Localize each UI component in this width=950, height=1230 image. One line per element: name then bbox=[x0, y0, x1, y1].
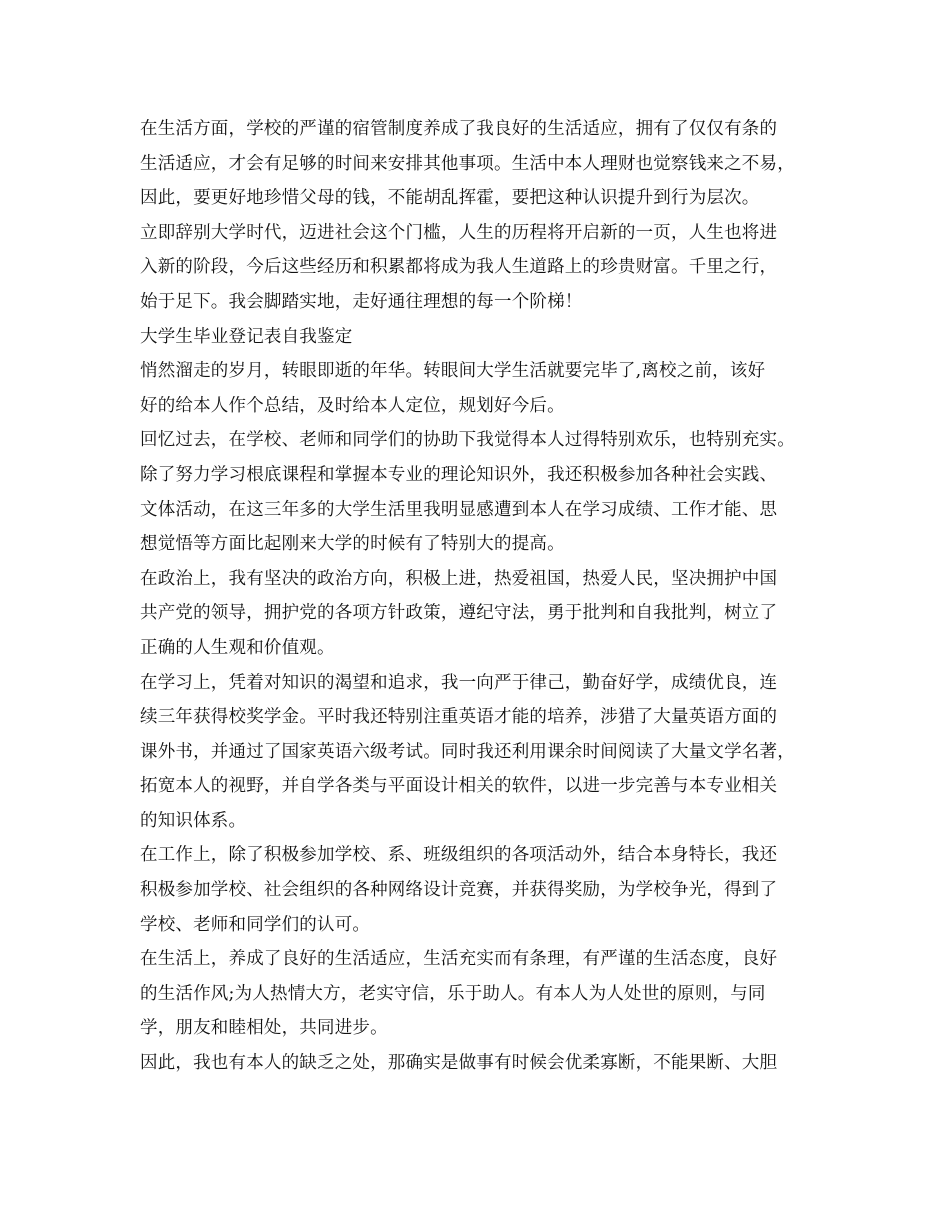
text-line: 在学习上，凭着对知识的渴望和追求，我一向严于律己，勤奋好学，成绩优良，连 bbox=[140, 672, 778, 693]
text-line: 好的给本人作个总结，及时给本人定位，规划好今后。 bbox=[140, 395, 565, 416]
text-line: 入新的阶段，今后这些经历和积累都将成为我人生道路上的珍贵财富。千里之行， bbox=[140, 257, 778, 278]
text-line: 在生活上，养成了良好的生活适应，生活充实而有条理，有严谨的生活态度，良好 bbox=[140, 949, 778, 970]
text-line: 在政治上，我有坚决的政治方向，积极上进，热爱祖国，热爱人民，坚决拥护中国 bbox=[140, 568, 778, 589]
text-line: 在工作上，除了积极参加学校、系、班级组织的各项活动外，结合本身特长，我还 bbox=[140, 845, 778, 866]
text-line: 回忆过去，在学校、老师和同学们的协助下我觉得本人过得特别欢乐，也特别充实。 bbox=[140, 430, 795, 451]
text-line: 的生活作风;为人热情大方，老实守信，乐于助人。有本人为人处世的原则，与同 bbox=[140, 983, 766, 1004]
text-line: 悄然溜走的岁月，转眼即逝的年华。转眼间大学生活就要完毕了,离校之前，该好 bbox=[140, 361, 766, 382]
text-line: 续三年获得校奖学金。平时我还特别注重英语才能的培养，涉猎了大量英语方面的 bbox=[140, 707, 778, 728]
text-line: 始于足下。我会脚踏实地，走好通往理想的每一个阶梯！ bbox=[140, 291, 583, 312]
text-line: 除了努力学习根底课程和掌握本专业的理论知识外，我还积极参加各种社会实践、 bbox=[140, 464, 778, 485]
text-line: 拓宽本人的视野，并自学各类与平面设计相关的软件，以进一步完善与本专业相关 bbox=[140, 776, 778, 797]
text-line: 学，朋友和睦相处，共同进步。 bbox=[140, 1018, 388, 1039]
text-line: 想觉悟等方面比起刚来大学的时候有了特别大的提高。 bbox=[140, 534, 565, 555]
text-line: 文体活动，在这三年多的大学生活里我明显感遭到本人在学习成绩、工作才能、思 bbox=[140, 499, 778, 520]
text-line: 课外书，并通过了国家英语六级考试。同时我还利用课余时间阅读了大量文学名著， bbox=[140, 741, 795, 762]
text-line: 正确的人生观和价值观。 bbox=[140, 637, 335, 658]
text-line: 生活适应，才会有足够的时间来安排其他事项。生活中本人理财也觉察钱来之不易， bbox=[140, 153, 795, 174]
text-line: 立即辞别大学时代，迈进社会这个门槛，人生的历程将开启新的一页，人生也将进 bbox=[140, 222, 778, 243]
document-body bbox=[140, 112, 820, 1081]
text-line: 学校、老师和同学们的认可。 bbox=[140, 914, 371, 935]
text-line: 共产党的领导，拥护党的各项方针政策，遵纪守法，勇于批判和自我批判，树立了 bbox=[140, 603, 778, 624]
text-line: 积极参加学校、社会组织的各种网络设计竞赛，并获得奖励，为学校争光，得到了 bbox=[140, 880, 778, 901]
section-heading: 大学生毕业登记表自我鉴定 bbox=[140, 326, 353, 347]
text-line: 因此，要更好地珍惜父母的钱，不能胡乱挥霍，要把这种认识提升到行为层次。 bbox=[140, 188, 760, 209]
text-line: 因此，我也有本人的缺乏之处，那确实是做事有时候会优柔寡断，不能果断、大胆 bbox=[140, 1053, 778, 1074]
text-line: 的知识体系。 bbox=[140, 810, 247, 831]
text-line: 在生活方面，学校的严谨的宿管制度养成了我良好的生活适应，拥有了仅仅有条的 bbox=[140, 119, 778, 139]
